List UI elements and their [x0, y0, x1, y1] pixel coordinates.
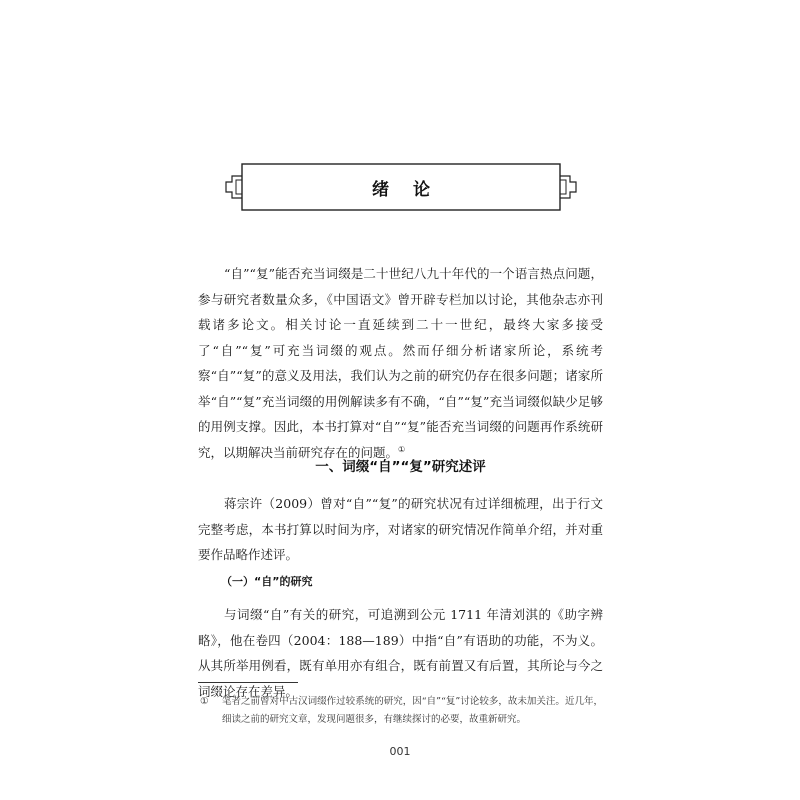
chapter-title: 绪论 [372, 180, 454, 200]
page-number: 001 [389, 745, 411, 758]
footnote [198, 693, 603, 729]
section-paragraph: 蒋宗许（2009）曾对“自”“复”的研究状况有过详细梳理，出于行文完整考虑，本书打算以时间为序，对诸家的研究情况作简单介绍，并对重要作品略作述评。 [198, 496, 603, 562]
subsection-paragraph: 与词缀“自”有关的研究，可追溯到公元 1711 年清刘淇的《助字辨略》，他在卷四（2004：188—189）中指“自”有语助的功能，不为义。从其所举用例看，既有单用亦有组合，既有前置又有后置，其所论与今之词缀论存在差异。 [198, 607, 603, 699]
chapter-title-banner [224, 162, 578, 212]
intro-paragraph [198, 261, 603, 465]
footnote-divider [198, 682, 298, 683]
section-heading: 一、词缀“自”“复”研究述评 [315, 459, 486, 475]
footnote-reference[interactable]: ① [398, 444, 406, 454]
footnote-text: 笔者之前曾对中古汉词缀作过较系统的研究，因“自”“复”讨论较多，故未加关注。近几年，细读之前的研究文章，发现问题很多，有继续探讨的必要，故重新研究。 [222, 696, 603, 725]
subsection-heading: （一）“自”的研究 [221, 575, 313, 588]
footnote-marker: ① [200, 696, 209, 707]
intro-paragraph-text: “自”“复”能否充当词缀是二十世纪八九十年代的一个语言热点问题，参与研究者数量众多，《中国语文》曾开辟专栏加以讨论，其他杂志亦刊载诸多论文。相关讨论一直延续到二十一世纪，最终大家多接受了“自”“复”可充当词缀的观点。然而仔细分析诸家所论，系统考察“自”“复”的意义及用法，我们认为之前的研究仍存在很多问题；诸家所举“自”“复”充当词缀的用例解读多有不确，“自”“复”充当词缀似缺少足够的用例支撑。因此，本书打算对“自”“复”能否充当词缀的问题再作系统研究，以期解决当前研究存在的问题。 [198, 266, 603, 460]
